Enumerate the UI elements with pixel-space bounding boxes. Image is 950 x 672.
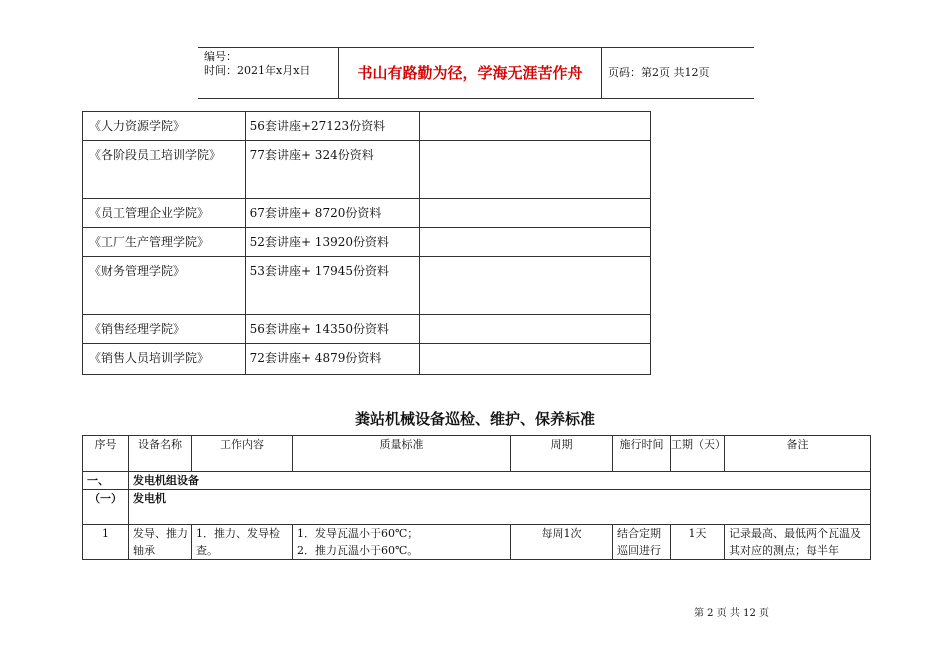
subsection-row xyxy=(83,490,871,525)
number-label: 编号： xyxy=(204,50,237,63)
table-row xyxy=(83,257,651,315)
resource-count: 52套讲座+ 13920份资料 xyxy=(245,228,419,257)
quality-line: 2．推力瓦温小于60℃。 xyxy=(297,544,419,557)
resource-extra xyxy=(419,315,650,344)
header-motto: 书山有路勤为径，学海无涯苦作舟 xyxy=(339,48,602,98)
resource-count: 77套讲座+ 324份资料 xyxy=(245,141,419,199)
header-cell: 序号 xyxy=(83,436,129,472)
resource-name: 《各阶段员工培训学院》 xyxy=(83,141,246,199)
resource-name: 《销售人员培训学院》 xyxy=(83,344,246,375)
header-cell: 设备名称 xyxy=(129,436,192,472)
device-name: 发导、推力轴承 xyxy=(129,525,192,560)
header-cell: 工期（天） xyxy=(671,436,725,472)
resource-count: 56套讲座+27123份资料 xyxy=(245,112,419,141)
table-row xyxy=(83,199,651,228)
resource-extra xyxy=(419,257,650,315)
work-content: 1．推力、发导检查。 xyxy=(192,525,293,560)
resource-name: 《工厂生产管理学院》 xyxy=(83,228,246,257)
resource-name: 《财务管理学院》 xyxy=(83,257,246,315)
header-cell: 备注 xyxy=(725,436,871,472)
resource-count: 72套讲座+ 4879份资料 xyxy=(245,344,419,375)
resource-count: 53套讲座+ 17945份资料 xyxy=(245,257,419,315)
section-label: 发电机组设备 xyxy=(129,472,871,490)
execution-time: 结合定期巡回进行 xyxy=(613,525,671,560)
header-meta xyxy=(198,48,339,98)
row-number: 1 xyxy=(83,525,129,560)
quality-line: 1．发导瓦温小于60℃； xyxy=(297,527,419,540)
header-cell: 施行时间 xyxy=(613,436,671,472)
header-cell: 工作内容 xyxy=(192,436,293,472)
table-header-row xyxy=(83,436,871,472)
resource-name: 《销售经理学院》 xyxy=(83,315,246,344)
remark: 记录最高、最低两个瓦温及其对应的测点；每半年 xyxy=(725,525,871,560)
resource-extra xyxy=(419,344,650,375)
resource-extra xyxy=(419,228,650,257)
resource-name: 《员工管理企业学院》 xyxy=(83,199,246,228)
resource-table xyxy=(82,111,651,375)
standards-table xyxy=(82,435,871,560)
footer-page-number: 第 2 页 共 12 页 xyxy=(694,608,769,619)
section-number: 一、 xyxy=(83,472,129,490)
date-label: 时间：2021年x月x日 xyxy=(204,64,311,77)
table-row xyxy=(83,525,871,560)
table-row xyxy=(83,344,651,375)
resource-count: 56套讲座+ 14350份资料 xyxy=(245,315,419,344)
resource-extra xyxy=(419,141,650,199)
table-row xyxy=(83,112,651,141)
table-row xyxy=(83,141,651,199)
resource-count: 67套讲座+ 8720份资料 xyxy=(245,199,419,228)
resource-extra xyxy=(419,199,650,228)
subsection-number: （一） xyxy=(83,490,129,525)
resource-extra xyxy=(419,112,650,141)
quality-standard xyxy=(293,525,511,560)
resource-name: 《人力资源学院》 xyxy=(83,112,246,141)
section-row xyxy=(83,472,871,490)
table-row xyxy=(83,315,651,344)
header-cell: 周期 xyxy=(511,436,613,472)
header-cell: 质量标准 xyxy=(293,436,511,472)
page-header xyxy=(198,47,754,99)
table-row xyxy=(83,228,651,257)
cycle: 每周1次 xyxy=(511,525,613,560)
subsection-label: 发电机 xyxy=(129,490,871,525)
section-title: 粪站机械设备巡检、维护、保养标准 xyxy=(354,410,595,428)
header-page-label: 页码：第2页 共12页 xyxy=(608,66,710,79)
duration: 1天 xyxy=(671,525,725,560)
